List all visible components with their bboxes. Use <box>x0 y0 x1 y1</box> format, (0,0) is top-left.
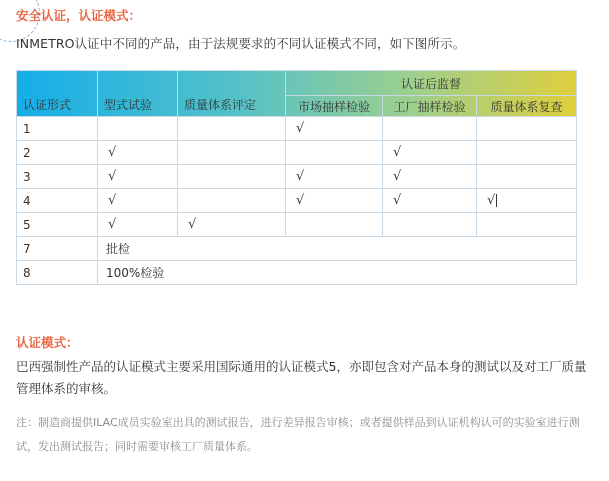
row-span-text: 批检 <box>98 237 577 261</box>
certification-mode-table-wrapper <box>16 70 576 285</box>
table-row <box>17 165 577 189</box>
header-quality-system-review: 质量体系复查 <box>477 96 577 117</box>
check-mark-icon: √ <box>393 169 402 184</box>
check-mark-icon: √ <box>108 145 117 160</box>
table-cell <box>383 213 477 237</box>
header-quality-system-eval: 质量体系评定 <box>178 71 286 117</box>
note-text: 注：制造商提供ILAC成员实验室出具的测试报告，进行差异报告审核；或者提供样品到认证机构认可的实验室进行测试，发出测试报告；同时需要审核工厂质量体系。 <box>16 416 580 453</box>
table-cell <box>98 213 178 237</box>
table-cell <box>98 141 178 165</box>
table-cell <box>477 117 577 141</box>
cert-mode-paragraph: 巴西强制性产品的认证模式主要采用国际通用的认证模式5，亦即包含对产品本身的测试以及对工厂质量管理体系的审核。 <box>16 359 587 396</box>
table-cell <box>383 141 477 165</box>
header-market-sampling: 市场抽样检验 <box>286 96 383 117</box>
table-cell <box>286 117 383 141</box>
row-label: 8 <box>17 261 98 285</box>
table-cell <box>286 213 383 237</box>
table-cell <box>286 141 383 165</box>
header-cert-form: 认证形式 <box>17 71 98 117</box>
check-mark-icon: √ <box>296 121 305 136</box>
header-factory-sampling: 工厂抽样检验 <box>383 96 477 117</box>
table-row <box>17 141 577 165</box>
table-body <box>17 117 577 285</box>
table-cell <box>286 189 383 213</box>
table-cell <box>98 189 178 213</box>
row-label: 2 <box>17 141 98 165</box>
table-cell <box>178 117 286 141</box>
table-cell <box>286 165 383 189</box>
table-cell <box>178 141 286 165</box>
table-cell <box>477 189 577 213</box>
certification-mode-table <box>16 70 577 285</box>
row-label: 5 <box>17 213 98 237</box>
table-cell <box>383 117 477 141</box>
check-mark-icon: √ <box>296 193 305 208</box>
table-cell <box>477 141 577 165</box>
table-cell <box>178 213 286 237</box>
table-row <box>17 213 577 237</box>
table-cell <box>477 165 577 189</box>
text-cursor <box>496 194 497 207</box>
table-cell <box>98 117 178 141</box>
table-row <box>17 117 577 141</box>
row-label: 7 <box>17 237 98 261</box>
section-heading-cert-mode: 认证模式： <box>16 335 79 350</box>
table-row <box>17 237 577 261</box>
check-mark-icon: √ <box>393 145 402 160</box>
check-mark-icon: √ <box>108 169 117 184</box>
check-mark-icon: √ <box>487 193 496 208</box>
table-cell <box>98 165 178 189</box>
table-row <box>17 261 577 285</box>
table-row <box>17 189 577 213</box>
table-cell <box>383 189 477 213</box>
check-mark-icon: √ <box>188 217 197 232</box>
row-span-text: 100%检验 <box>98 261 577 285</box>
row-label: 4 <box>17 189 98 213</box>
header-post-cert-surveillance: 认证后监督 <box>286 71 577 96</box>
row-label: 3 <box>17 165 98 189</box>
check-mark-icon: √ <box>108 217 117 232</box>
row-label: 1 <box>17 117 98 141</box>
header-type-test: 型式试验 <box>98 71 178 117</box>
check-mark-icon: √ <box>108 193 117 208</box>
intro-text: INMETRO认证中不同的产品，由于法规要求的不同认证模式不同，如下图所示。 <box>16 36 466 51</box>
check-mark-icon: √ <box>296 169 305 184</box>
table-cell <box>178 189 286 213</box>
section-heading-certification: 安全认证，认证模式： <box>16 8 142 23</box>
table-cell <box>178 165 286 189</box>
table-cell <box>383 165 477 189</box>
check-mark-icon: √ <box>393 193 402 208</box>
table-cell <box>477 213 577 237</box>
